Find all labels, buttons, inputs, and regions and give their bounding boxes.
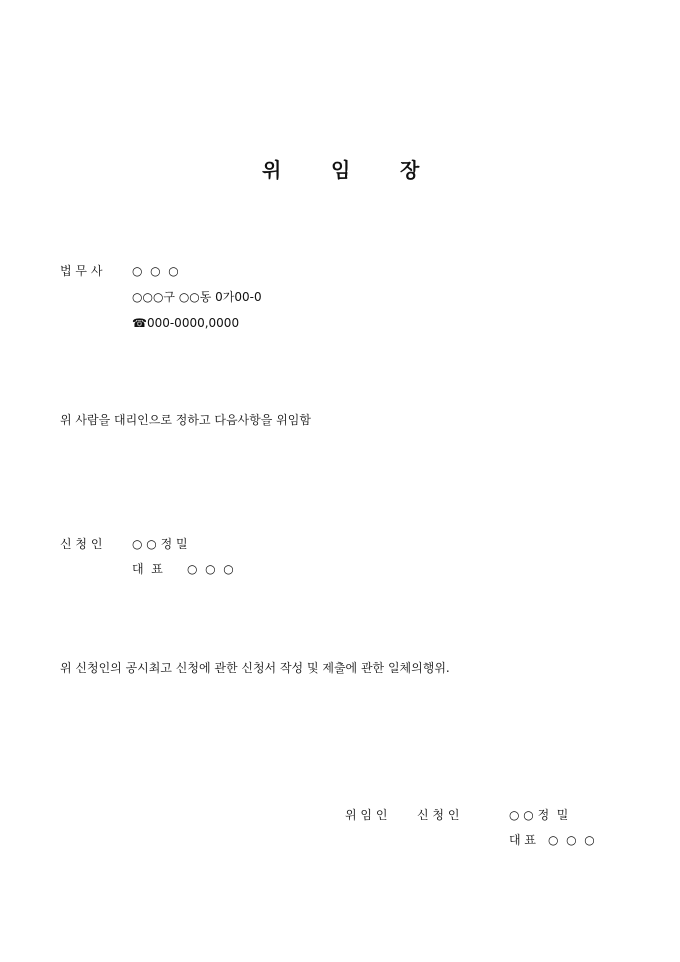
- signature-rep-label: 대 표: [509, 833, 536, 847]
- signature-rep-name: ○ ○ ○: [548, 833, 595, 847]
- title-char-2: 임: [331, 158, 351, 182]
- title-char-3: 장: [400, 158, 420, 182]
- delegation-statement: 위 사람을 대리인으로 정하고 다음사항을 위임함: [60, 413, 311, 427]
- signature-role: 신 청 인: [417, 808, 460, 822]
- applicant-label: 신 청 인: [60, 537, 103, 551]
- attorney-address: ○○○구 ○○동 0가00-0: [132, 290, 262, 304]
- applicant-rep-name: ○ ○ ○: [187, 562, 234, 576]
- delegated-matter: 위 신청인의 공시최고 신청에 관한 신청서 작성 및 제출에 관한 일체의행위.: [60, 661, 450, 675]
- attorney-label: 법 무 사: [60, 264, 103, 278]
- applicant-rep-label: 대 표: [132, 562, 163, 576]
- document-title: [0, 158, 680, 182]
- signature-name: ○ ○ 정 밀: [509, 808, 569, 822]
- applicant-name: ○ ○ 정 밀: [132, 537, 188, 551]
- attorney-name: ○ ○ ○: [132, 264, 179, 278]
- attorney-phone: ☎000-0000,0000: [132, 316, 240, 330]
- title-char-1: 위: [262, 158, 282, 182]
- signature-label: 위 임 인: [345, 808, 388, 822]
